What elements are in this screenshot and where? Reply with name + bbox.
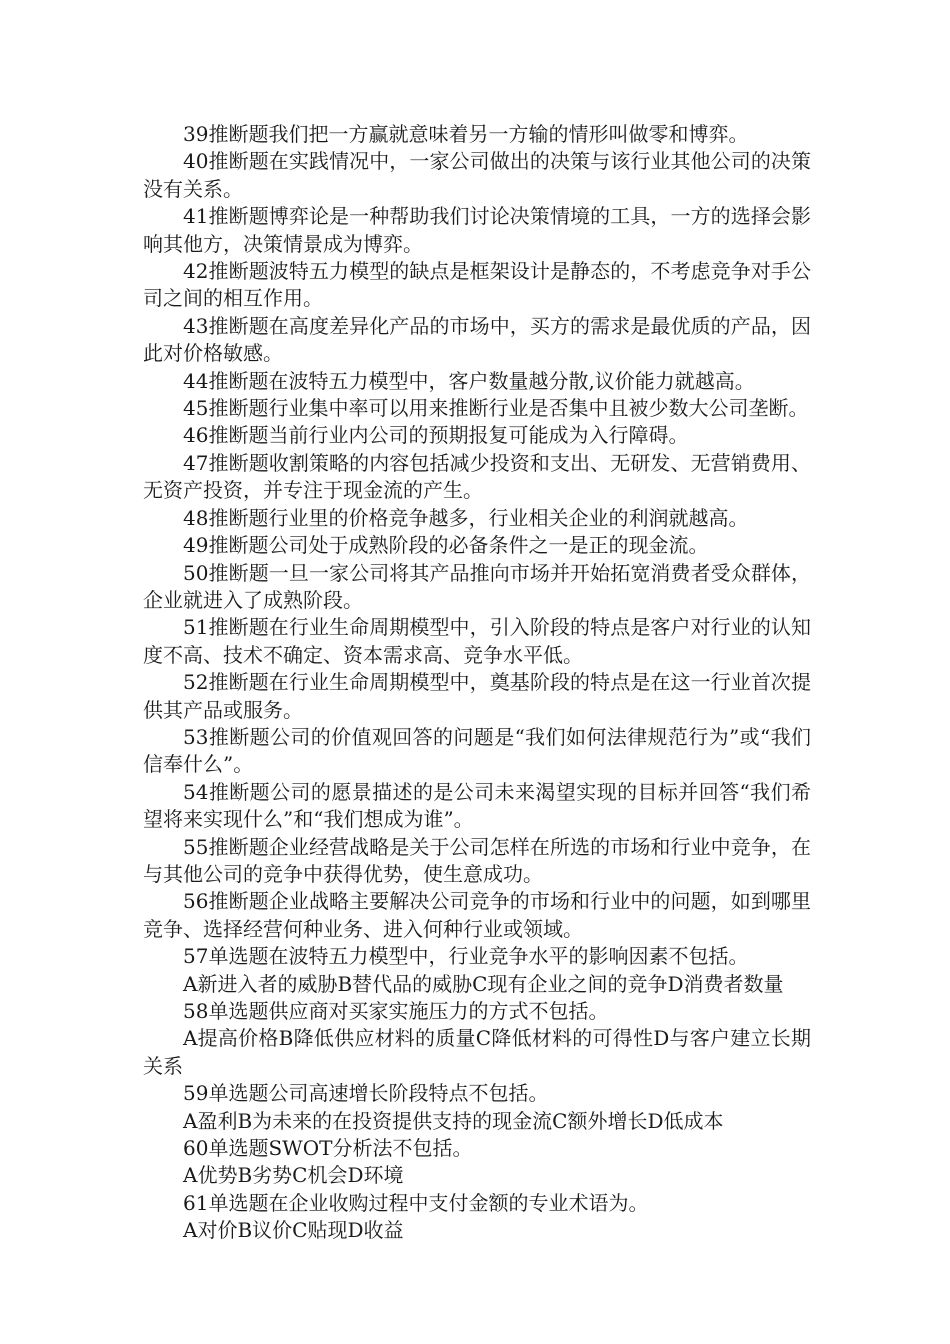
- question-50: 50推断题一旦一家公司将其产品推向市场并开始拓宽消费者受众群体，企业就进入了成熟阶段。: [143, 560, 811, 612]
- question-39: 39推断题我们把一方赢就意味着另一方输的情形叫做零和博弈。: [183, 122, 749, 146]
- question-46: 46推断题当前行业内公司的预期报复可能成为入行障碍。: [183, 423, 689, 448]
- question-59-options: A盈利B为未来的在投资提供支持的现金流C额外增长D低成本: [183, 1108, 724, 1133]
- question-52: 52推断题在行业生命周期模型中，奠基阶段的特点是在这一行业首次提供其产品或服务。: [143, 670, 811, 722]
- question-55: 55推断题企业经营战略是关于公司怎样在所选的市场和行业中竞争，在与其他公司的竞争中获得优势，使生意成功。: [143, 834, 811, 886]
- question-54: 54推断题公司的愿景描述的是公司未来渴望实现的目标并回答“我们希望将来实现什么”和“我们想成为谁”。: [143, 779, 811, 832]
- question-59: 59单选题公司高速增长阶段特点不包括。: [183, 1081, 549, 1106]
- question-51: 51推断题在行业生命周期模型中，引入阶段的特点是客户对行业的认知度不高、技术不确定、资本需求高、竞争水平低。: [143, 615, 811, 667]
- question-48: 48推断题行业里的价格竞争越多，行业相关企业的利润就越高。: [183, 505, 749, 530]
- question-56: 56推断题企业战略主要解决公司竞争的市场和行业中的问题，如到哪里竞争、选择经营何种业务、进入何种行业或领域。: [143, 889, 811, 941]
- question-43: 43推断题在高度差异化产品的市场中，买方的需求是最优质的产品，因此对价格敏感。: [143, 313, 811, 366]
- question-47: 47推断题收割策略的内容包括减少投资和支出、无研发、无营销费用、无资产投资，并专注于现金流的产生。: [143, 450, 811, 503]
- question-41: 41推断题博弈论是一种帮助我们讨论决策情境的工具，一方的选择会影响其他方，决策情景成为博弈。: [143, 204, 811, 256]
- question-44: 44推断题在波特五力模型中，客户数量越分散,议价能力就越高。: [183, 368, 755, 393]
- question-53: 53推断题公司的价值观回答的问题是“我们如何法律规范行为”或“我们信奉什么”。: [143, 724, 811, 777]
- question-60-options: A优势B劣势C机会D环境: [183, 1163, 404, 1188]
- question-45: 45推断题行业集中率可以用来推断行业是否集中且被少数大公司垄断。: [183, 396, 809, 421]
- document-page: [143, 121, 811, 1245]
- question-58-options: A提高价格B降低供应材料的质量C降低材料的可得性D与客户建立长期关系: [143, 1026, 811, 1078]
- question-61-options: A对价B议价C贴现D收益: [183, 1218, 404, 1243]
- question-57: 57单选题在波特五力模型中，行业竞争水平的影响因素不包括。: [183, 944, 749, 969]
- question-40: 40推断题在实践情况中，一家公司做出的决策与该行业其他公司的决策没有关系。: [143, 149, 811, 201]
- question-57-options: A新进入者的威胁B替代品的威胁C现有企业之间的竞争D消费者数量: [183, 971, 784, 996]
- question-49: 49推断题公司处于成熟阶段的必备条件之一是正的现金流。: [183, 533, 709, 558]
- question-61: 61单选题在企业收购过程中支付金额的专业术语为。: [183, 1190, 649, 1215]
- question-60: 60单选题SWOT分析法不包括。: [183, 1136, 473, 1161]
- question-58: 58单选题供应商对买家实施压力的方式不包括。: [183, 999, 609, 1023]
- question-42: 42推断题波特五力模型的缺点是框架设计是静态的，不考虑竞争对手公司之间的相互作用。: [143, 259, 811, 311]
